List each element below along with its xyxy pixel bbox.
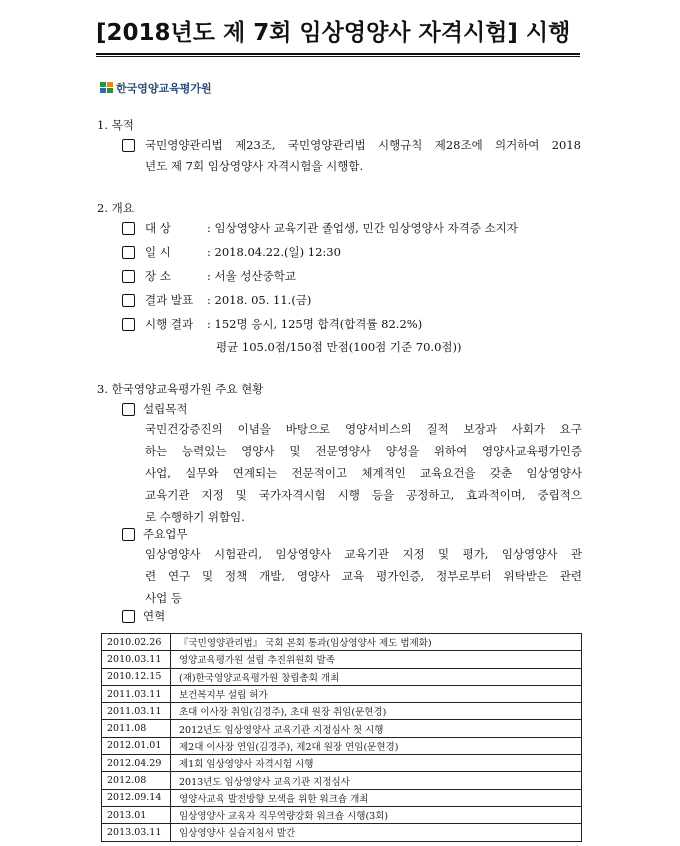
checkbox-purpose	[122, 139, 135, 152]
table-row	[102, 806, 582, 823]
founding-purpose-line2: 하는 능력있는 영양사 및 전문영양사 양성을 위하여 영양사교육평가인증	[145, 444, 582, 458]
checkbox-target	[122, 222, 135, 235]
section1-heading: 1. 목적	[97, 118, 134, 132]
founding-purpose-line4: 교육기관 지정 및 국가자격시험 시행 등을 공정하고, 효과적이며, 중립적으	[145, 488, 582, 502]
logo-mark-icon	[100, 82, 113, 94]
checkbox-date	[122, 246, 135, 259]
checkbox-main-duties	[122, 528, 135, 541]
checkbox-announcement	[122, 294, 135, 307]
table-row	[102, 685, 582, 702]
logo-text: 한국영양교육평가원	[116, 82, 212, 95]
table-row	[102, 824, 582, 841]
section1-line1: 국민영양관리법 제23조, 국민영양관리법 시행규칙 제28조에 의거하여 2018	[145, 138, 581, 152]
history-date: 2011.08	[102, 720, 171, 737]
history-event: 영양교육평가원 설립 추진위원회 발족	[171, 651, 582, 668]
history-date: 2011.03.11	[102, 703, 171, 720]
history-date: 2011.03.11	[102, 685, 171, 702]
history-date: 2013.03.11	[102, 824, 171, 841]
table-row	[102, 720, 582, 737]
overview-announcement-label: 결과 발표	[145, 293, 194, 307]
history-date: 2012.01.01	[102, 737, 171, 754]
history-date: 2010.12.15	[102, 668, 171, 685]
title-underline	[96, 53, 580, 55]
history-event: (재)한국영양교육평가원 창립총회 개최	[171, 668, 582, 685]
table-row	[102, 789, 582, 806]
history-event: 『국민영양관리법』 국회 본회 통과(임상영양사 제도 법제화)	[171, 634, 582, 651]
founding-purpose-label: 설립목적	[143, 402, 188, 416]
history-date: 2012.09.14	[102, 789, 171, 806]
overview-target-value: : 임상영양사 교육기관 졸업생, 민간 임상영양사 자격증 소지자	[207, 221, 518, 235]
overview-date-label: 일 시	[145, 245, 171, 259]
overview-announcement-value: : 2018. 05. 11.(금)	[207, 293, 312, 307]
history-event: 제2대 이사장 연임(김경주), 제2대 원장 연임(문현경)	[171, 737, 582, 754]
table-row	[102, 755, 582, 772]
table-row	[102, 668, 582, 685]
overview-result-value: : 152명 응시, 125명 합격(합격률 82.2%)	[207, 317, 423, 331]
history-event: 2012년도 임상영양사 교육기관 지정심사 첫 시행	[171, 720, 582, 737]
history-event: 영양사교육 발전방향 모색을 위한 워크숍 개최	[171, 789, 582, 806]
checkbox-founding-purpose	[122, 403, 135, 416]
main-duties-label: 주요업무	[143, 527, 188, 541]
overview-result-average: 평균 105.0점/150점 만점(100점 기준 70.0점))	[216, 340, 462, 354]
history-date: 2010.03.11	[102, 651, 171, 668]
overview-target-label: 대 상	[145, 221, 171, 235]
main-duties-line1: 임상영양사 시험관리, 임상영양사 교육기관 지정 및 평가, 임상영양사 관	[145, 547, 582, 561]
table-row	[102, 651, 582, 668]
section1-line2: 년도 제 7회 임상영양사 자격시험을 시행함.	[145, 159, 364, 173]
checkbox-place	[122, 270, 135, 283]
history-event: 임상영양사 교육자 직무역량강화 워크숍 시행(3회)	[171, 806, 582, 823]
overview-place-value: : 서울 성산중학교	[207, 269, 296, 283]
main-duties-line2: 련 연구 및 정책 개발, 영양사 교육 평가인증, 정부로부터 위탁받은 관련	[145, 569, 582, 583]
history-date: 2012.08	[102, 772, 171, 789]
section2-heading: 2. 개요	[97, 201, 134, 215]
table-row	[102, 634, 582, 651]
history-event: 제1회 임상영양사 자격시험 시행	[171, 755, 582, 772]
title-underline-thin	[96, 56, 580, 57]
table-row	[102, 772, 582, 789]
overview-place-label: 장 소	[145, 269, 171, 283]
table-row	[102, 703, 582, 720]
organization-logo	[100, 80, 212, 96]
main-duties-line3: 사업 등	[145, 591, 182, 605]
history-table	[101, 633, 582, 842]
checkbox-history	[122, 610, 135, 623]
history-event: 2013년도 임상영양사 교육기관 지정심사	[171, 772, 582, 789]
history-event: 초대 이사장 취임(김경주), 초대 원장 취임(문현경)	[171, 703, 582, 720]
founding-purpose-line5: 로 수행하기 위함임.	[145, 510, 245, 524]
history-date: 2013.01	[102, 806, 171, 823]
history-event: 임상영양사 실습지침서 발간	[171, 824, 582, 841]
table-row	[102, 737, 582, 754]
history-event: 보건복지부 설립 허가	[171, 685, 582, 702]
section3-heading: 3. 한국영양교육평가원 주요 현황	[97, 382, 264, 396]
history-date: 2012.04.29	[102, 755, 171, 772]
history-label: 연혁	[143, 609, 166, 623]
history-date: 2010.02.26	[102, 634, 171, 651]
overview-result-label: 시행 결과	[145, 317, 194, 331]
checkbox-result	[122, 318, 135, 331]
founding-purpose-line3: 사업, 실무와 연계되는 전문적이고 체계적인 교육요건을 갖춘 임상영양사	[145, 466, 582, 480]
overview-date-value: : 2018.04.22.(일) 12:30	[207, 245, 341, 259]
page-title: [2018년도 제 7회 임상영양사 자격시험] 시행	[96, 20, 571, 46]
founding-purpose-line1: 국민건강증진의 이념을 바탕으로 영양서비스의 질적 보장과 사회가 요구	[145, 422, 582, 436]
